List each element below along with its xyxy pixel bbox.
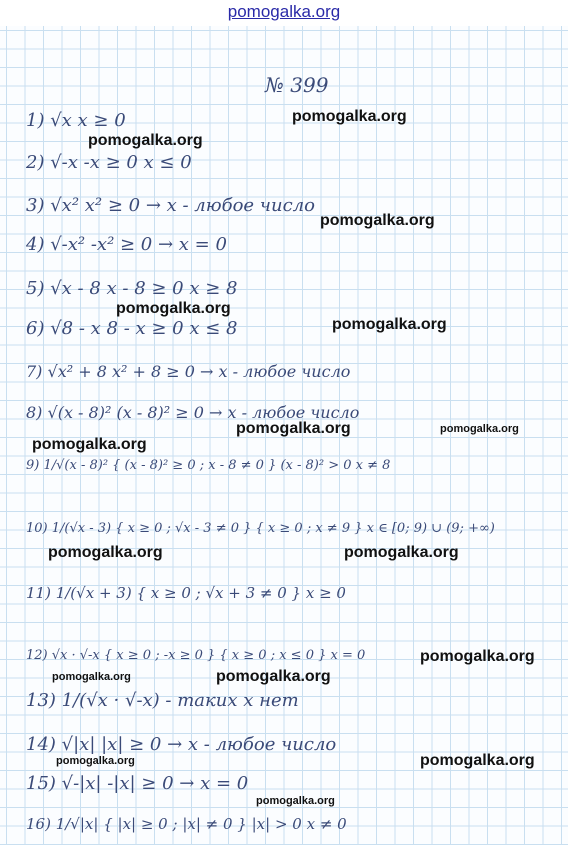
- solution-line-3: 3) √x² x² ≥ 0 → x - любое число: [26, 195, 315, 216]
- solution-line-9: 9) 1/√(x - 8)² { (x - 8)² ≥ 0 ; x - 8 ≠ 0 } (x - 8)² > 0 x ≠ 8: [26, 458, 391, 473]
- watermark-text: pomogalka.org: [420, 648, 535, 665]
- solution-line-7: 7) √x² + 8 x² + 8 ≥ 0 → x - любое число: [26, 362, 351, 381]
- watermark-text: pomogalka.org: [420, 752, 535, 769]
- watermark-text: pomogalka.org: [332, 316, 447, 333]
- problem-number: № 399: [265, 73, 329, 97]
- solution-line-11: 11) 1/(√x + 3) { x ≥ 0 ; √x + 3 ≠ 0 } x ≥ 0: [26, 584, 346, 602]
- watermark-text: pomogalka.org: [292, 108, 407, 125]
- solution-line-4: 4) √-x² -x² ≥ 0 → x = 0: [26, 234, 227, 255]
- solution-line-1: 1) √x x ≥ 0: [26, 110, 126, 131]
- solution-line-2: 2) √-x -x ≥ 0 x ≤ 0: [26, 152, 192, 173]
- watermark-text: pomogalka.org: [56, 755, 135, 767]
- watermark-text: pomogalka.org: [344, 544, 459, 561]
- solution-line-15: 15) √-|x| -|x| ≥ 0 → x = 0: [26, 773, 249, 794]
- watermark-text: pomogalka.org: [52, 671, 131, 683]
- watermark-text: pomogalka.org: [88, 132, 203, 149]
- graph-paper-sheet: [0, 26, 568, 845]
- solution-line-8: 8) √(x - 8)² (x - 8)² ≥ 0 → x - любое число: [26, 403, 360, 422]
- solution-line-14: 14) √|x| |x| ≥ 0 → x - любое число: [26, 734, 337, 755]
- watermark-text: pomogalka.org: [116, 300, 231, 317]
- solution-line-12: 12) √x · √-x { x ≥ 0 ; -x ≥ 0 } { x ≥ 0 ; x ≤ 0 } x = 0: [26, 648, 366, 663]
- solution-line-5: 5) √x - 8 x - 8 ≥ 0 x ≥ 8: [26, 278, 238, 299]
- watermark-text: pomogalka.org: [320, 212, 435, 229]
- watermark-text: pomogalka.org: [48, 544, 163, 561]
- watermark-text: pomogalka.org: [256, 795, 335, 807]
- solution-line-10: 10) 1/(√x - 3) { x ≥ 0 ; √x - 3 ≠ 0 } { x ≥ 0 ; x ≠ 9 } x ∈ [0; 9) ∪ (9; +∞): [26, 521, 495, 536]
- solution-line-16: 16) 1/√|x| { |x| ≥ 0 ; |x| ≠ 0 } |x| > 0 x ≠ 0: [26, 815, 347, 833]
- watermark-text: pomogalka.org: [216, 668, 331, 685]
- site-banner-link[interactable]: pomogalka.org: [227, 2, 341, 21]
- watermark-text: pomogalka.org: [440, 423, 519, 435]
- solution-line-6: 6) √8 - x 8 - x ≥ 0 x ≤ 8: [26, 318, 238, 339]
- watermark-text: pomogalka.org: [32, 436, 147, 453]
- watermark-text: pomogalka.org: [236, 420, 351, 437]
- solution-line-13: 13) 1/(√x · √-x) - таких x нет: [26, 690, 299, 711]
